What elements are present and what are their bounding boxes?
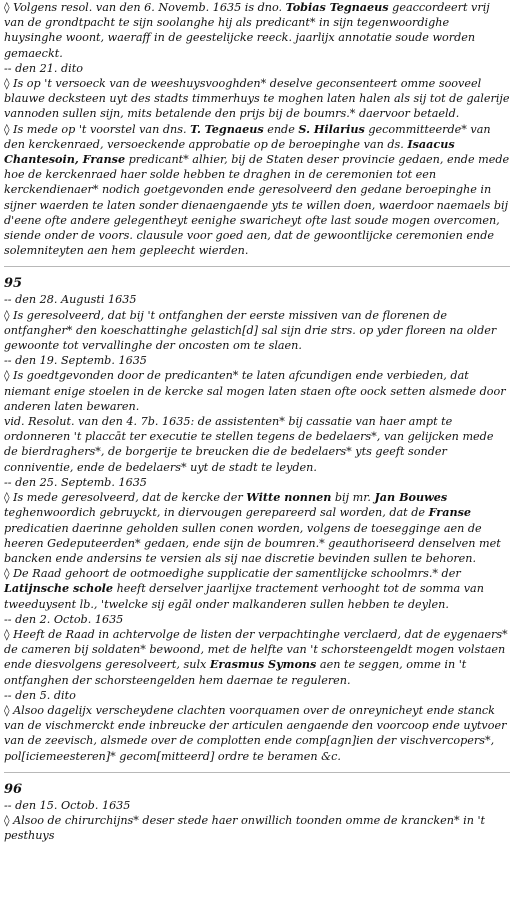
entry-text: ◊ Is mede geresolveerd, dat de kercke der — [4, 491, 247, 505]
entry-text: ◊ Heeft de Raad in achtervolge de listen der verpachtinghe verclaerd, dat de eygenaers* de cameren bij soldaten* bewoond, met de helfte van 't schorsteengeldt mogen volstaen ende diesvolgens geresolveert, sulx — [4, 627, 508, 672]
resolution-entry — [4, 0, 510, 61]
entry-text: gecommitteerde* van den kerckenraed, versoeckende approbatie op de beroepinghe van ds. — [4, 122, 491, 151]
entry-text: bij mr. — [331, 491, 375, 505]
resolution-entry — [4, 566, 510, 612]
resolution-entry — [4, 308, 510, 354]
resolution-entry — [4, 813, 510, 843]
date-line: -- den 25. Septemb. 1635 — [4, 475, 147, 489]
page-number: 95 — [4, 276, 23, 292]
resolution-entry — [4, 368, 510, 414]
resolution-entry — [4, 703, 510, 764]
person-name: Tobias Tegnaeus — [285, 0, 389, 14]
entry-text: heeft derselver jaarlijxe tractement verhooght tot de somma van tweeduysent lb., 'twelcke sij egāl onder malkanderen sullen hebben te deylen. — [4, 582, 484, 611]
entry-text: aen te seggen, omme in 't ontfanghen der schorsteengelden hem daernae te reguleren. — [4, 658, 467, 687]
person-name: Witte nonnen — [246, 490, 332, 505]
entry-text: ende — [263, 122, 299, 136]
person-name: Latijnsche schole — [4, 581, 114, 596]
page-divider — [4, 266, 510, 267]
date-line: -- den 5. dito — [4, 688, 76, 702]
date-line: -- den 15. Octob. 1635 — [4, 798, 131, 812]
entry-text: ◊ Is op 't versoeck van de weeshuysvooghden* deselve geconsenteert omme sooveel blauwe decksteen uyt des stadts timmerhuys te moghen laten halen als sij tot de galerije vannoden sullen sijn, mits betalende den prijs bij de boumrs.* daervoor betaeld. — [4, 77, 510, 121]
page-number: 96 — [4, 781, 23, 797]
person-name: S. Hilarius — [298, 121, 365, 136]
resolution-entry — [4, 627, 510, 688]
entry-text: predicatien daerinne geholden sullen conen worden, volgens de toeseggingе aen de heeren Gedeputeerden* gedaen, ende sijn de boumren.* geauthoriseerd denselven met bancken ende andersins te versien als sij nae discretie bevinden sullen te behoren. — [4, 521, 501, 565]
entry-text: predicant* alhier, bij de Staten deser provincie gedaen, ende mede hoe de kerckenraed haer solde hebben te draghen in de ceremonien tot een kerckendienaer* nodich goetgevonden ende geresolveerd den gedane beroepinghe in sijner waerden te laten sonder dienaengaende yts te willen doen, waerdoor naemaels bij d'eene ofte andere gelegentheyt eenighe swaricheyt ofte last soude mogen overcomen, siende onder de voors. clausule voor goed aen, dat de gewoontlijcke ceremonien ende solemniteyten aen hem gepleecht wierden. — [4, 153, 510, 258]
entry-text: ◊ Alsoo de chirurchijns* deser stede haer onwillich toonden omme de krancken* in 't pesthuys — [4, 813, 486, 843]
date-line: -- den 21. dito — [4, 61, 83, 75]
entry-text: teghenwoordich gebruyckt, in diervougen gerepareerd sal worden, dat de — [4, 506, 429, 520]
resolution-entry — [4, 490, 510, 566]
entry-text: ◊ Volgens resol. van den 6. Novemb. 1635 is dno. — [4, 1, 286, 14]
person-name: T. Tegnaeus — [190, 121, 264, 136]
entry-text: ◊ Is mede op 't voorstel van dns. — [4, 122, 191, 136]
date-line: -- den 28. Augusti 1635 — [4, 293, 137, 307]
entry-text: vid. Resolut. van den 4. 7b. 1635: de assistenten* bij cassatie van haer ampt te ordonneren 't placcāt ter executie te stellen tegens de bedelaers*, van gelijcken mede de bierdraghers*, de borgerije te breucken die de bedelaers* yts geeft sonder conniventie, ende de bedelaers* uyt de stadt te leyden. — [4, 415, 494, 474]
entry-text: geaccordeert vrij van de grondtpacht te sijn soolanghe hij als predicant* in sijn tegenwoordighe huysinghe woont, waeraff in de geestelijcke reeck. jaarlijx annotatie soude worden gemaeckt. — [4, 1, 490, 60]
resolution-entry — [4, 414, 510, 475]
person-name: Franse — [428, 505, 472, 520]
date-line: -- den 19. Septemb. 1635 — [4, 354, 147, 368]
entry-text: ◊ Alsoo dagelijx verscheydene clachten voorquamen over de onreynicheyt ende stanck van de vischmerckt ende inbreucke der articulen aengaende den voorcoop ende uytvoer van de zeevisch, alsmede over de complotten ende comp[agn]ien der vischvercopers*, pol[iciemeesteren]* gecom[mitteerd] ordre te beramen &c. — [4, 703, 507, 763]
resolution-entry — [4, 122, 510, 259]
person-name: Isaacus Chantesoin, Franse — [4, 136, 455, 167]
person-name: Erasmus Symons — [209, 657, 317, 672]
entry-text: ◊ Is geresolveerd, dat bij 't ontfanghen der eerste missiven van de florenen de ontfangher* den koeschattinghe gelastich[d] sal sijn drie strs. op yder floreen na older gewoonte tot vervallinghe der oncosten om te slaen. — [4, 308, 497, 353]
person-name: Jan Bouwes — [374, 490, 448, 505]
page-divider — [4, 772, 510, 773]
date-line: -- den 2. Octob. 1635 — [4, 612, 124, 626]
resolution-entry — [4, 76, 510, 122]
entry-text: ◊ Is goedtgevonden door de predicanten* te laten afcundigen ende verbieden, dat niemant enige stoelen in de kercke sal mogen laten staen ofte oock setten alsmede door anderen laten bewaren. — [4, 369, 506, 413]
entry-text: ◊ De Raad gehoort de ootmoedighe supplicatie der samentlijcke schoolmrs.* der — [4, 567, 461, 581]
